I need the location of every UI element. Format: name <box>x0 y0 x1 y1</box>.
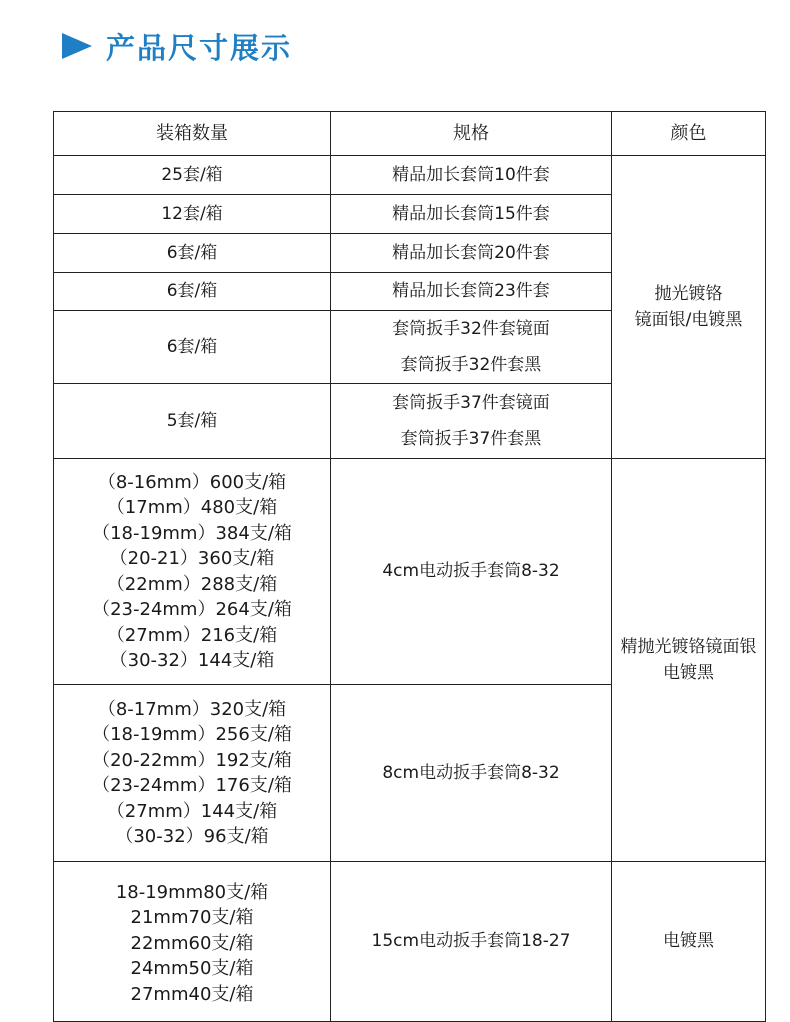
color-line: 镜面银/电镀黑 <box>634 310 743 330</box>
qty-cell: 6套/箱 <box>54 311 331 384</box>
color-cell: 电镀黑 <box>612 862 766 1022</box>
qty-line: （23-24mm）264支/箱 <box>92 599 292 620</box>
spec-cell: 15cm电动扳手套筒18-27 <box>331 862 612 1022</box>
qty-line: （27mm）144支/箱 <box>106 800 278 822</box>
qty-line: （17mm）480支/箱 <box>106 497 278 518</box>
qty-lines <box>54 876 330 1008</box>
qty-line: （8-16mm）600支/箱 <box>97 471 287 493</box>
qty-cell <box>54 862 331 1022</box>
column-header-spec: 规格 <box>331 112 612 156</box>
qty-line: 24mm50支/箱 <box>130 958 254 980</box>
section-header <box>62 26 292 66</box>
qty-line: （18-19mm）256支/箱 <box>92 724 292 745</box>
qty-line: （20-22mm）192支/箱 <box>92 749 292 771</box>
spec-line: 套筒扳手32件套镜面 <box>392 319 550 339</box>
qty-cell: 6套/箱 <box>54 234 331 273</box>
qty-cell: 5套/箱 <box>54 384 331 459</box>
qty-line: （23-24mm）176支/箱 <box>92 775 292 796</box>
qty-cell: 25套/箱 <box>54 156 331 195</box>
table-row <box>54 862 766 1022</box>
spec-cell <box>331 384 612 459</box>
color-line: 精抛光镀铬镜面银 <box>620 637 757 657</box>
spec-line: 套筒扳手37件套镜面 <box>392 393 550 413</box>
qty-line: （8-17mm）320支/箱 <box>97 698 287 720</box>
arrow-right-icon <box>62 33 92 59</box>
spec-line: 套筒扳手37件套黑 <box>400 429 542 449</box>
qty-line: 21mm70支/箱 <box>130 907 254 929</box>
column-header-qty: 装箱数量 <box>54 112 331 156</box>
page-title: 产品尺寸展示 <box>106 30 293 65</box>
color-cell <box>612 156 766 459</box>
color-line: 抛光镀铬 <box>654 284 723 304</box>
color-line: 电镀黑 <box>663 663 714 683</box>
qty-line: 18-19mm80支/箱 <box>115 881 269 903</box>
qty-line: 22mm60支/箱 <box>130 932 254 954</box>
qty-line: （27mm）216支/箱 <box>106 624 278 646</box>
spec-cell: 精品加长套筒10件套 <box>331 156 612 195</box>
qty-line: 27mm40支/箱 <box>130 983 254 1005</box>
qty-line: （20-21）360支/箱 <box>109 548 275 569</box>
spec-cell <box>331 311 612 384</box>
spec-line: 套筒扳手32件套黑 <box>400 355 542 375</box>
column-header-color: 颜色 <box>612 112 766 156</box>
spec-cell: 精品加长套筒23件套 <box>331 273 612 311</box>
qty-line: （30-32）96支/箱 <box>115 826 269 847</box>
spec-cell: 精品加长套筒15件套 <box>331 195 612 234</box>
spec-cell: 4cm电动扳手套筒8-32 <box>331 459 612 685</box>
product-size-table <box>53 111 766 1022</box>
qty-line: （30-32）144支/箱 <box>109 650 275 671</box>
table-header-row <box>54 112 766 156</box>
table-row <box>54 459 766 685</box>
qty-cell: 12套/箱 <box>54 195 331 234</box>
qty-cell <box>54 459 331 685</box>
qty-cell <box>54 685 331 862</box>
spec-cell: 8cm电动扳手套筒8-32 <box>331 685 612 862</box>
color-cell <box>612 459 766 862</box>
spec-cell: 精品加长套筒20件套 <box>331 234 612 273</box>
qty-cell: 6套/箱 <box>54 273 331 311</box>
table-row <box>54 156 766 195</box>
qty-line: （18-19mm）384支/箱 <box>92 522 292 544</box>
qty-line: （22mm）288支/箱 <box>106 573 278 595</box>
